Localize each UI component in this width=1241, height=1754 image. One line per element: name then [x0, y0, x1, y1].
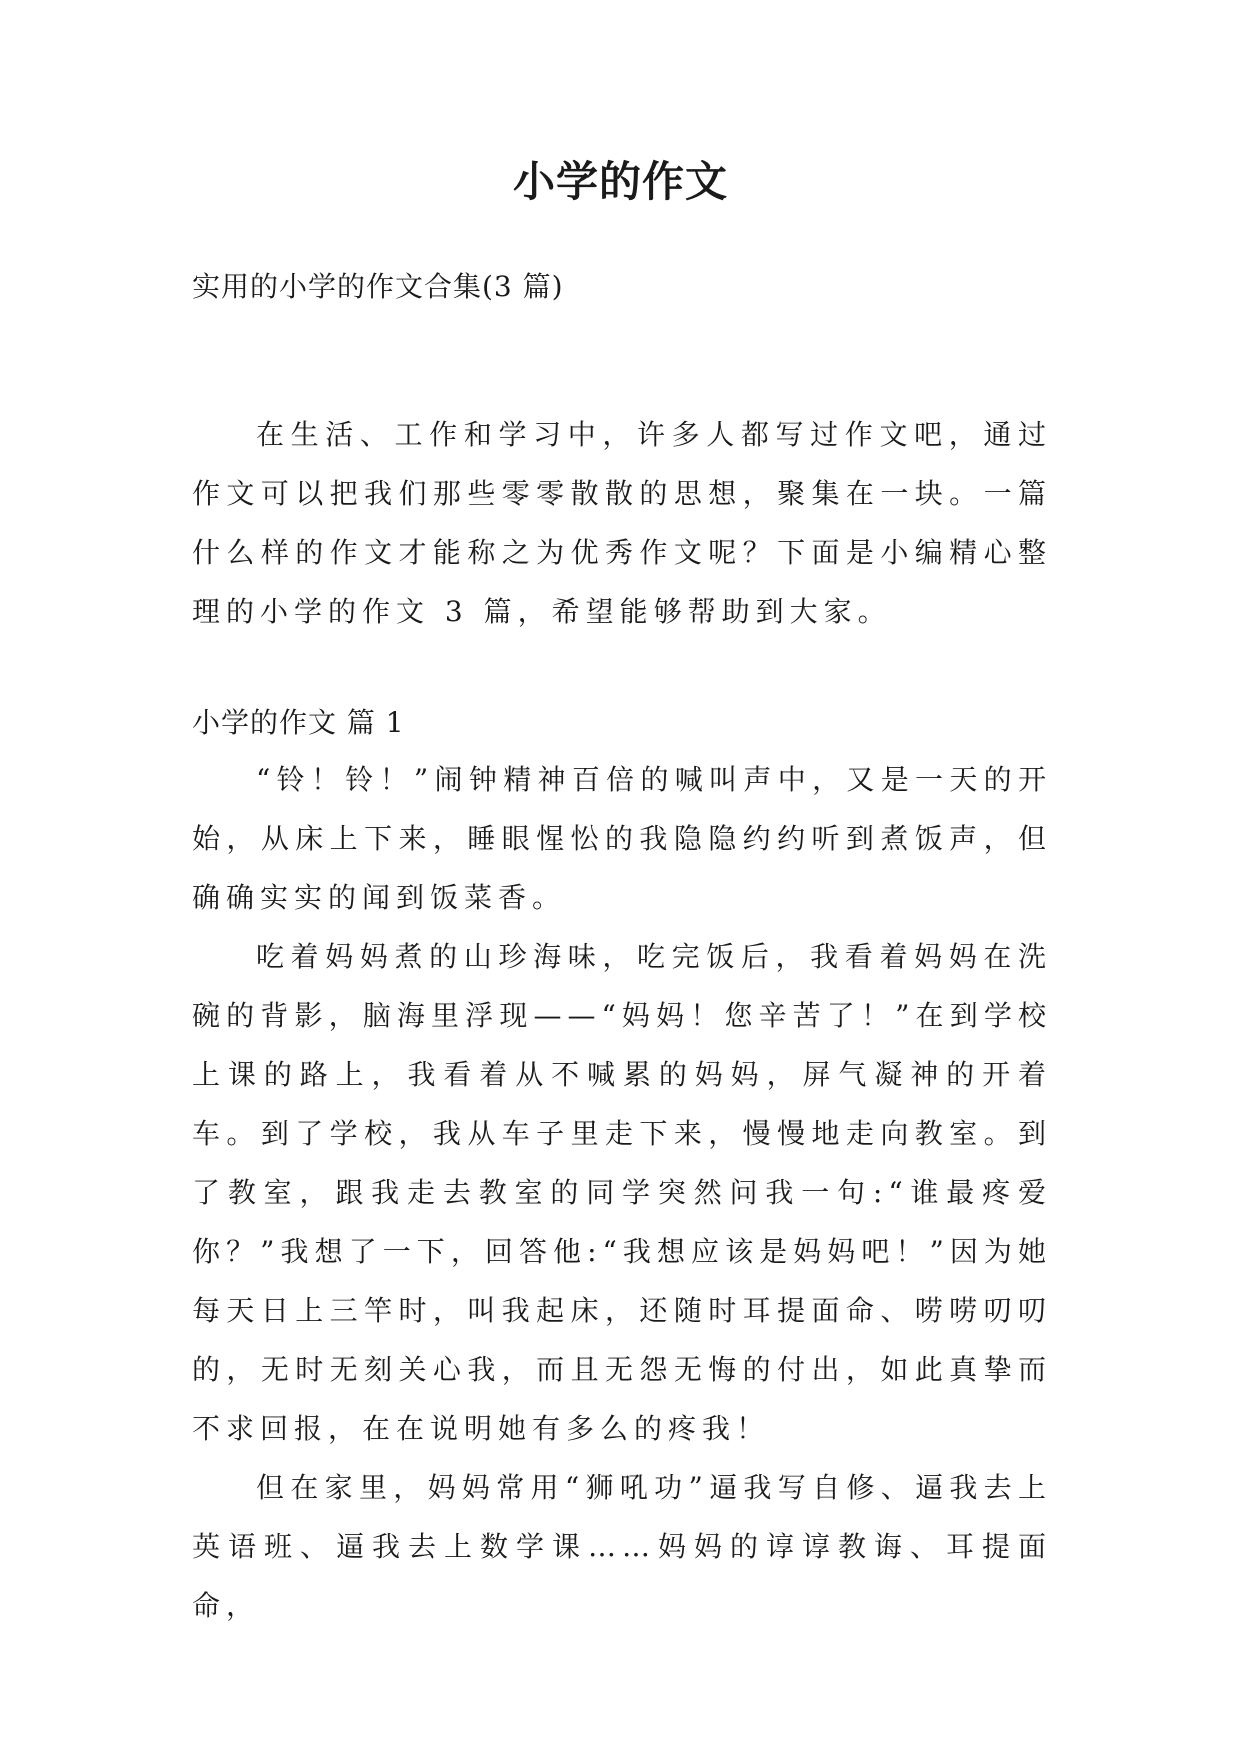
essay-body: [192, 750, 1052, 1635]
essay-paragraph-2: 吃着妈妈煮的山珍海味，吃完饭后，我看着妈妈在洗碗的背影，脑海里浮现——“妈妈！您辛苦了！”在到学校上课的路上，我看着从不喊累的妈妈，屏气凝神的开着车。到了学校，我从车子里走下来，慢慢地走向教室。到了教室，跟我走去教室的同学突然问我一句:“谁最疼爱你？”我想了一下，回答他:“我想应该是妈妈吧！”因为她每天日上三竿时，叫我起床，还随时耳提面命、唠唠叨叨的，无时无刻关心我，而且无怨无悔的付出，如此真挚而不求回报，在在说明她有多么的疼我！: [192, 940, 1052, 1445]
essay-paragraph-3: 但在家里，妈妈常用“狮吼功”逼我写自修、逼我去上英语班、逼我去上数学课……妈妈的谆谆教诲、耳提面命，: [192, 1471, 1052, 1622]
intro-block: [192, 405, 1052, 641]
document-title: 小学的作文: [512, 157, 728, 206]
intro-paragraph: 在生活、工作和学习中，许多人都写过作文吧，通过作文可以把我们那些零零散散的思想，聚集在一块。一篇什么样的作文才能称之为优秀作文呢？下面是小编精心整理的小学的作文 3 篇，希望能够帮助到大家。: [192, 418, 1052, 628]
document-subtitle: 实用的小学的作文合集(3 篇): [192, 270, 564, 303]
essay-paragraph-1: “铃！铃！”闹钟精神百倍的喊叫声中，又是一天的开始，从床上下来，睡眼惺忪的我隐隐约约听到煮饭声，但确确实实的闻到饭菜香。: [192, 763, 1052, 914]
section-heading: 小学的作文 篇 1: [192, 706, 405, 739]
